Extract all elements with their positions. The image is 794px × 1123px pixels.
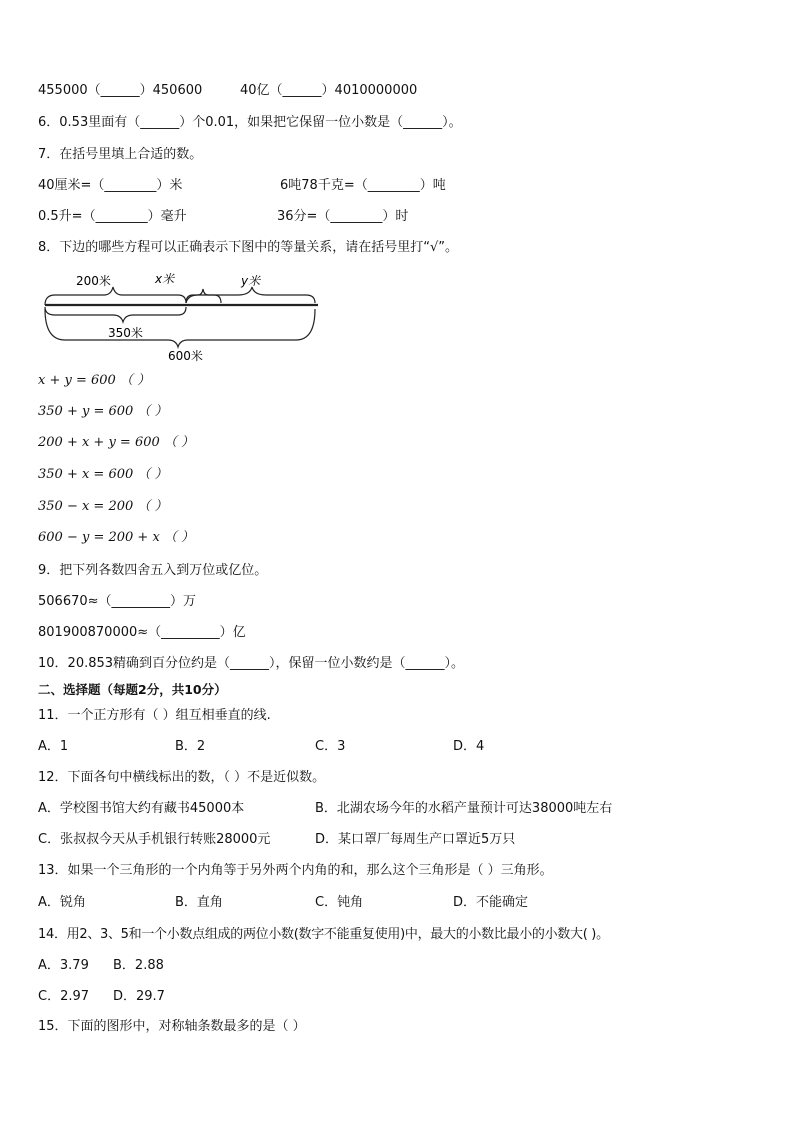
q7-item-ton: 6吨78千克=（________）吨 xyxy=(280,178,446,193)
q7-item-minute: 36分=（________）时 xyxy=(277,209,409,224)
question-10: 10．20.853精确到百分位约是（______），保留一位小数约是（______）。 xyxy=(38,656,465,671)
diagram-label-600: 600米 xyxy=(168,349,203,363)
question-6: 6．0.53里面有（______）个0.01，如果把它保留一位小数是（______）。 xyxy=(38,115,462,130)
q11-option-c: C．3 xyxy=(315,739,346,754)
q12-option-a: A．学校图书馆大约有藏书45000本 xyxy=(38,801,245,816)
question-9: 9．把下列各数四舍五入到万位或亿位。 xyxy=(38,563,268,578)
section-2-heading: 二、选择题（每题2分，共10分） xyxy=(38,682,227,697)
q11-option-d: D．4 xyxy=(453,739,485,754)
q12-option-d: D．某口罩厂每周生产口罩近5万只 xyxy=(315,832,516,847)
question-8: 8．下边的哪些方程可以正确表示下图中的等量关系，请在括号里打“√”。 xyxy=(38,240,459,255)
q11-option-b: B．2 xyxy=(175,739,206,754)
q12-option-c: C．张叔叔今天从手机银行转账28000元 xyxy=(38,832,271,847)
equation-3: 200 + x + y = 600 （ ） xyxy=(38,435,195,450)
q14-option-a: A．3.79 xyxy=(38,958,89,973)
diagram-label-350: 350米 xyxy=(108,326,143,340)
question-7: 7．在括号里填上合适的数。 xyxy=(38,147,203,162)
q7-item-liter: 0.5升=（________）毫升 xyxy=(38,209,187,224)
q13-option-d: D．不能确定 xyxy=(453,895,529,910)
brace-y xyxy=(186,287,315,303)
brace-200 xyxy=(45,287,186,305)
q11-option-a: A．1 xyxy=(38,739,69,754)
compare-455000: 455000（______）450600 xyxy=(38,83,203,98)
question-13: 13．如果一个三角形的一个内角等于另外两个内角的和，那么这个三角形是（ ）三角形。 xyxy=(38,863,553,878)
equation-6: 600 − y = 200 + x （ ） xyxy=(38,530,195,545)
q12-option-b: B．北湖农场今年的水稻产量预计可达38000吨左右 xyxy=(315,801,613,816)
q14-option-d: D．29.7 xyxy=(113,989,165,1004)
diagram-label-200: 200米 xyxy=(76,274,111,288)
equation-2: 350 + y = 600 （ ） xyxy=(38,404,168,419)
equation-5: 350 − x = 200 （ ） xyxy=(38,499,168,514)
q14-option-b: B．2.88 xyxy=(113,958,164,973)
question-12: 12．下面各句中横线标出的数，（ ）不是近似数。 xyxy=(38,770,326,785)
diagram-label-x: x米 xyxy=(155,272,175,286)
segment-diagram xyxy=(38,265,328,365)
q13-option-c: C．钝角 xyxy=(315,895,364,910)
brace-350 xyxy=(45,307,186,322)
q9-item-yi: 801900870000≈（_________）亿 xyxy=(38,625,246,640)
question-11: 11．一个正方形有（ ）组互相垂直的线. xyxy=(38,708,271,723)
q13-option-b: B．直角 xyxy=(175,895,223,910)
q7-item-cm: 40厘米=（________）米 xyxy=(38,178,183,193)
diagram-label-y: y米 xyxy=(241,274,261,288)
equation-1: x + y = 600 （ ） xyxy=(38,373,151,388)
q14-option-c: C．2.97 xyxy=(38,989,90,1004)
question-15: 15．下面的图形中，对称轴条数最多的是（ ） xyxy=(38,1019,306,1034)
q9-item-wan: 506670≈（_________）万 xyxy=(38,594,197,609)
q13-option-a: A．锐角 xyxy=(38,895,86,910)
question-14: 14．用2、3、5和一个小数点组成的两位小数(数字不能重复使用)中，最大的小数比最小的小数大( )。 xyxy=(38,927,609,942)
compare-40-yi: 40亿（______）4010000000 xyxy=(240,83,418,98)
equation-4: 350 + x = 600 （ ） xyxy=(38,467,168,482)
